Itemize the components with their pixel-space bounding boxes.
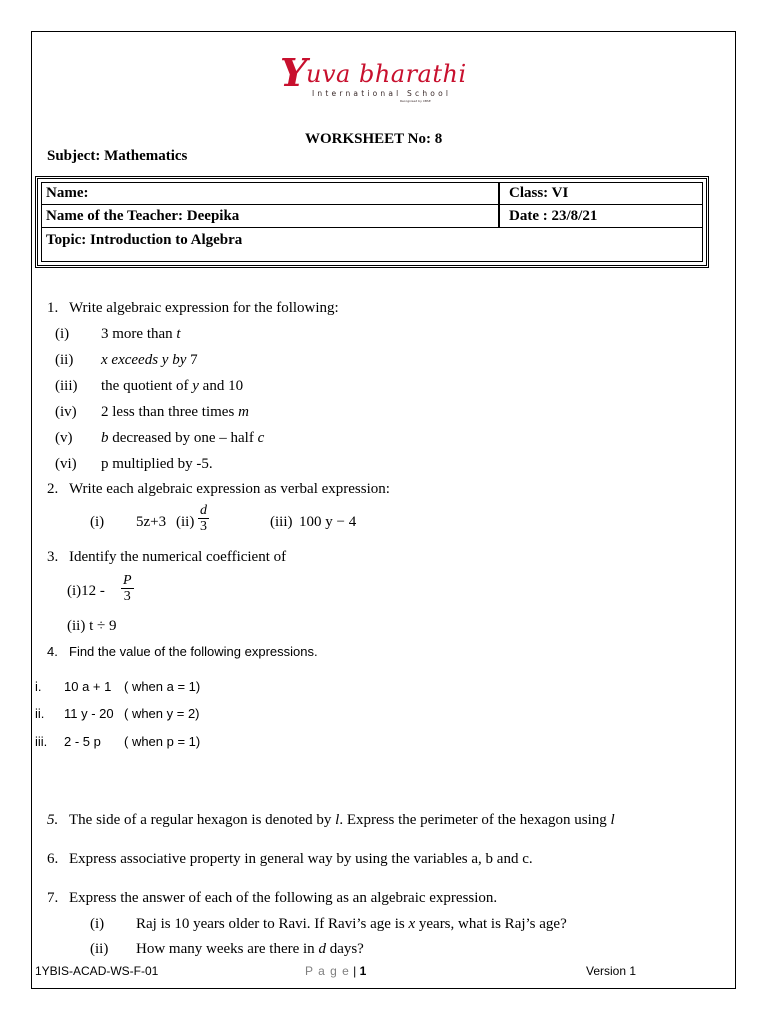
fraction-numerator: P [123, 573, 132, 588]
teacher-field: Name of the Teacher: Deepika [46, 208, 240, 224]
q3-number: 3. [47, 549, 59, 565]
worksheet-title: WORKSHEET No: 8 [305, 131, 443, 147]
logo-initial: Y [280, 50, 308, 95]
q1-number: 1. [47, 300, 59, 316]
q1-item-var: b [101, 430, 109, 446]
q3-i-fraction [121, 573, 134, 604]
q1-item-text: p multiplied by -5. [101, 456, 213, 472]
fraction-numerator: d [200, 503, 207, 518]
q5-mid: . Express the perimeter of the hexagon using [339, 812, 611, 828]
q1-item-label: (iii) [55, 378, 78, 394]
fraction-denominator: 3 [123, 589, 131, 604]
topic-field: Topic: Introduction to Algebra [46, 232, 243, 248]
q1-item-post: and 10 [198, 378, 244, 394]
q4-number: 4. [47, 644, 58, 659]
q4-item-label: i. [35, 679, 42, 694]
q7-text: Express the answer of each of the following as an algebraic expression. [69, 890, 498, 906]
footer-page-label: P a g e [305, 964, 350, 978]
q1-item-pre: 2 less than three times [101, 404, 239, 420]
q4-item-cond: ( when p = 1) [124, 734, 201, 749]
row-divider [42, 227, 702, 228]
fraction-denominator: 3 [200, 519, 207, 534]
q5-number: 5. [47, 812, 59, 828]
q7-i-text [136, 916, 567, 933]
q1-item-text [101, 404, 249, 421]
class-field: Class: VI [509, 185, 569, 201]
q2-text: Write each algebraic expression as verbal expression: [69, 481, 390, 497]
q2-i-expr: 5z+3 [136, 514, 167, 530]
q2-ii-fraction [198, 503, 209, 534]
q1-item-label: (vi) [55, 456, 77, 472]
q4-item-expr: 2 - 5 p [64, 734, 101, 749]
name-field: Name: [46, 185, 89, 201]
logo-tagline: Recognised by CBSE [400, 99, 431, 103]
q7-ii-label: (ii) [90, 941, 109, 957]
q1-item-pre: the quotient of [101, 378, 193, 394]
q4-item-cond: ( when a = 1) [124, 679, 201, 694]
q4-item-expr: 11 y - 20 [64, 706, 114, 721]
q7-ii-post: days? [325, 941, 364, 957]
q5-text [69, 812, 615, 829]
page-border [31, 31, 736, 989]
q2-number: 2. [47, 481, 59, 497]
footer-page-number: 1 [359, 964, 367, 978]
row-divider [42, 204, 702, 205]
footer-version: Version 1 [586, 964, 637, 978]
q1-item-post: decreased by one – half [108, 430, 258, 446]
footer-page [305, 964, 366, 978]
q4-text: Find the value of the following expressions. [69, 644, 318, 659]
q7-ii-pre: How many weeks are there in [136, 941, 319, 957]
q1-item-var: y [192, 378, 199, 394]
q6-number: 6. [47, 851, 59, 867]
q4-item-expr: 10 a + 1 [64, 679, 112, 694]
q1-item-post: 7 [186, 352, 198, 368]
school-logo [280, 50, 470, 106]
q1-item-label: (i) [55, 326, 70, 342]
date-field: Date : 23/8/21 [509, 208, 598, 224]
q5-var: l [335, 812, 340, 828]
q1-item-label: (v) [55, 430, 73, 446]
q7-i-pre: Raj is 10 years older to Ravi. If Ravi’s age is [136, 916, 409, 932]
q1-item-var: x exceeds y by [101, 352, 187, 368]
q1-item-text [101, 326, 181, 343]
q7-i-var: x [408, 916, 416, 932]
logo-subtitle: International School [312, 89, 452, 98]
q1-item-var: t [176, 326, 181, 342]
q4-item-label: ii. [35, 706, 45, 721]
info-table-inner [41, 182, 703, 262]
logo-brand: uva bharathi [306, 60, 467, 88]
q7-ii-var: d [318, 941, 326, 957]
footer-page-separator: | [353, 964, 357, 978]
q2-i-label: (i) [90, 514, 105, 530]
q2-ii-label: (ii) [176, 514, 195, 530]
q1-item-var: c [257, 430, 265, 446]
q1-item-text [101, 352, 198, 369]
q1-item-label: (iv) [55, 404, 77, 420]
q4-item-label: iii. [35, 734, 48, 749]
q3-i-label: (i)12 - [67, 583, 105, 599]
q7-i-label: (i) [90, 916, 105, 932]
q6-text: Express associative property in general way by using the variables a, b and c. [69, 851, 533, 867]
q2-iii-label: (iii) [270, 514, 293, 530]
q2-iii-expr: 100 y − 4 [299, 514, 357, 530]
q1-item-pre: 3 more than [101, 326, 177, 342]
q4-item-cond: ( when y = 2) [124, 706, 200, 721]
column-divider [498, 183, 500, 227]
q7-number: 7. [47, 890, 59, 906]
subject-label: Subject: Mathematics [47, 148, 188, 164]
q1-text: Write algebraic expression for the following: [69, 300, 339, 316]
q1-item-var: m [238, 404, 249, 420]
q1-item-text [101, 378, 243, 395]
footer-doc-code: 1YBIS-ACAD-WS-F-01 [35, 964, 159, 978]
q3-text: Identify the numerical coefficient of [69, 549, 287, 565]
q7-i-post: years, what is Raj’s age? [415, 916, 567, 932]
q7-ii-text [136, 941, 364, 958]
q5-pre: The side of a regular hexagon is denoted by [69, 812, 336, 828]
q5-var: l [610, 812, 615, 828]
q1-item-label: (ii) [55, 352, 74, 368]
q3-ii: (ii) t ÷ 9 [67, 618, 117, 634]
info-table [35, 176, 709, 268]
q1-item-text [101, 430, 264, 447]
